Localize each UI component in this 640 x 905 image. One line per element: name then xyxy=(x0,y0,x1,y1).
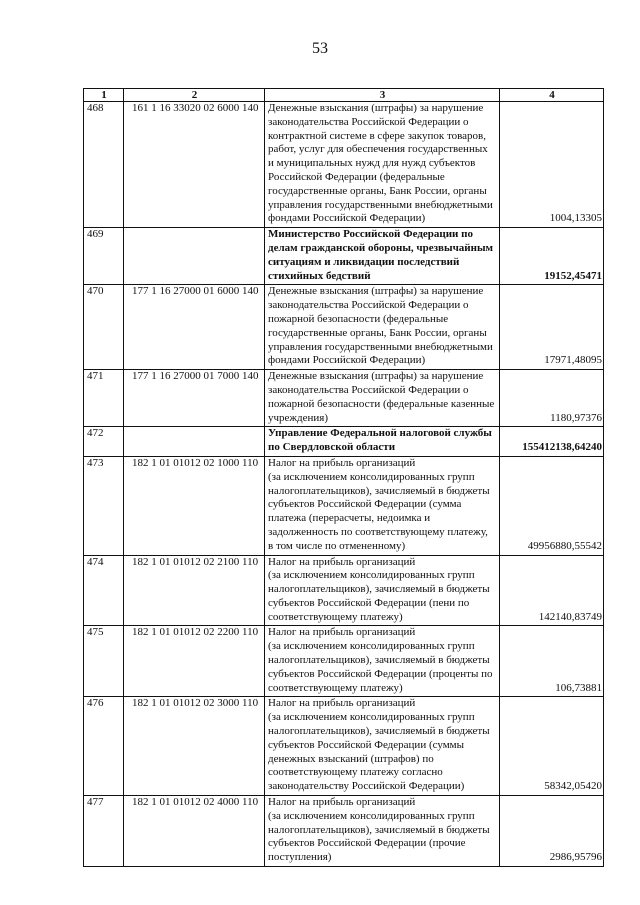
revenue-name-line: стихийных бедствий xyxy=(268,269,371,282)
revenue-name-line: контрактной системе в сфере закупок товаров, xyxy=(268,129,486,142)
revenue-name-line: Денежные взыскания (штрафы) за нарушение xyxy=(268,102,484,114)
revenue-name-line: налогоплательщиков), зачисляемый в бюджеты xyxy=(268,583,490,596)
revenue-name-line: субъектов Российской Федерации (пени по xyxy=(268,596,470,609)
table-header xyxy=(84,89,604,102)
budget-code: 182 1 01 01012 02 1000 110 xyxy=(124,456,265,555)
revenue-name-line: (за исключением консолидированных групп xyxy=(268,809,475,822)
header-col-3: 3 xyxy=(265,89,500,102)
amount: 58342,05420 xyxy=(500,697,604,796)
revenue-name-line: Налог на прибыль организаций xyxy=(268,456,416,469)
row-number: 475 xyxy=(84,626,124,697)
revenue-name-line: Денежные взыскания (штрафы) за нарушение xyxy=(268,370,484,383)
budget-code: 182 1 01 01012 02 3000 110 xyxy=(124,697,265,796)
revenue-name-line: фондами Российской Федерации) xyxy=(268,212,426,225)
revenue-name-line: управления государственными внебюджетными xyxy=(268,340,493,353)
revenue-name-line: задолженность по соответствующему платежу, xyxy=(268,525,488,538)
table-row xyxy=(84,626,604,697)
revenue-name-line: ситуациям и ликвидации последствий xyxy=(268,255,460,268)
row-number: 469 xyxy=(84,228,124,285)
revenue-name-line: налогоплательщиков), зачисляемый в бюджеты xyxy=(268,484,490,497)
page-number: 53 xyxy=(312,40,328,57)
revenue-name-line: пожарной безопасности (федеральные казенные xyxy=(268,397,495,410)
row-number: 476 xyxy=(84,697,124,796)
revenue-name xyxy=(265,456,500,555)
revenue-name-line: государственные органы, Банк России, органы xyxy=(268,184,487,197)
revenue-name-line: поступления) xyxy=(268,851,332,864)
row-number: 473 xyxy=(84,456,124,555)
budget-code: 182 1 01 01012 02 4000 110 xyxy=(124,796,265,867)
revenue-name xyxy=(265,796,500,867)
revenue-name-line: (за исключением консолидированных групп xyxy=(268,711,475,724)
revenue-name xyxy=(265,102,500,228)
amount: 19152,45471 xyxy=(500,228,604,285)
revenue-name-line: законодательству Российской Федерации) xyxy=(268,780,465,793)
revenue-name-line: Российской Федерации (федеральные xyxy=(268,170,445,183)
revenue-name-line: законодательства Российской Федерации о xyxy=(268,299,469,312)
header-col-1: 1 xyxy=(84,89,124,102)
revenue-name-line: соответствующему платежу) xyxy=(268,610,403,623)
amount: 17971,48095 xyxy=(500,285,604,370)
revenue-name xyxy=(265,370,500,427)
budget-code: 182 1 01 01012 02 2100 110 xyxy=(124,555,265,626)
row-number: 470 xyxy=(84,285,124,370)
row-number: 474 xyxy=(84,555,124,626)
revenue-name-line: и муниципальных нужд для нужд субъектов xyxy=(268,157,476,170)
revenue-name-line: в том числе по отмененному) xyxy=(268,539,406,552)
revenue-name-line: Налог на прибыль организаций xyxy=(268,697,416,710)
revenue-name-line: делам гражданской обороны, чрезвычайным xyxy=(268,241,494,254)
revenue-name-line: денежных взысканий (штрафов) по xyxy=(268,752,434,765)
revenue-name-line: субъектов Российской Федерации (прочие xyxy=(268,837,466,850)
header-col-2: 2 xyxy=(124,89,265,102)
revenue-name xyxy=(265,555,500,626)
revenue-name-line: налогоплательщиков), зачисляемый в бюджеты xyxy=(268,823,490,836)
table-row xyxy=(84,285,604,370)
revenue-name-line: (за исключением консолидированных групп xyxy=(268,470,475,483)
budget-code: 161 1 16 33020 02 6000 140 xyxy=(124,102,265,228)
revenue-name-line: управления государственными внебюджетными xyxy=(268,198,493,211)
revenue-name-line: Министерство Российской Федерации по xyxy=(268,228,473,241)
revenue-name-line: Денежные взыскания (штрафы) за нарушение xyxy=(268,285,484,298)
row-number: 471 xyxy=(84,370,124,427)
revenue-name-line: Налог на прибыль организаций xyxy=(268,626,416,639)
table-row xyxy=(84,697,604,796)
table-row xyxy=(84,370,604,427)
table-row xyxy=(84,796,604,867)
row-number: 472 xyxy=(84,427,124,457)
revenue-name-line: законодательства Российской Федерации о xyxy=(268,383,469,396)
amount: 106,73881 xyxy=(500,626,604,697)
revenue-name-line: субъектов Российской Федерации (сумма xyxy=(268,498,462,511)
revenue-name-line: работ, услуг для обеспечения государственных xyxy=(268,143,488,156)
budget-table xyxy=(83,88,604,867)
revenue-name xyxy=(265,427,500,457)
revenue-name-line: по Свердловской области xyxy=(268,441,396,454)
revenue-name-line: Налог на прибыль организаций xyxy=(268,555,416,568)
revenue-name-line: соответствующему платежу согласно xyxy=(268,766,443,779)
revenue-name-line: учреждения) xyxy=(268,411,328,424)
table-body xyxy=(84,102,604,867)
revenue-name-line: налогоплательщиков), зачисляемый в бюджеты xyxy=(268,654,490,667)
table-row xyxy=(84,102,604,228)
table-row xyxy=(84,456,604,555)
row-number: 468 xyxy=(84,102,124,228)
revenue-name-line: налогоплательщиков), зачисляемый в бюджеты xyxy=(268,725,490,738)
revenue-name-line: (за исключением консолидированных групп xyxy=(268,569,475,582)
revenue-name-line: Налог на прибыль организаций xyxy=(268,796,416,809)
revenue-name-line: пожарной безопасности (федеральные xyxy=(268,312,449,325)
row-number: 477 xyxy=(84,796,124,867)
revenue-name-line: законодательства Российской Федерации о xyxy=(268,115,469,128)
revenue-name-line: (за исключением консолидированных групп xyxy=(268,640,475,653)
table-row xyxy=(84,228,604,285)
amount: 142140,83749 xyxy=(500,555,604,626)
amount: 2986,95796 xyxy=(500,796,604,867)
revenue-name-line: платежа (перерасчеты, недоимка и xyxy=(268,512,431,525)
revenue-name-line: фондами Российской Федерации) xyxy=(268,354,426,367)
revenue-name xyxy=(265,285,500,370)
budget-code xyxy=(124,228,265,285)
revenue-name-line: Управление Федеральной налоговой службы xyxy=(268,427,492,440)
revenue-name xyxy=(265,626,500,697)
header-col-4: 4 xyxy=(500,89,604,102)
amount: 155412138,64240 xyxy=(500,427,604,457)
revenue-name-line: соответствующему платежу) xyxy=(268,681,403,694)
budget-code: 177 1 16 27000 01 6000 140 xyxy=(124,285,265,370)
revenue-name xyxy=(265,228,500,285)
header-row xyxy=(84,89,604,102)
amount: 1004,13305 xyxy=(500,102,604,228)
table-row xyxy=(84,427,604,457)
budget-code: 177 1 16 27000 01 7000 140 xyxy=(124,370,265,427)
revenue-name-line: субъектов Российской Федерации (проценты по xyxy=(268,667,493,680)
table-row xyxy=(84,555,604,626)
revenue-name-line: субъектов Российской Федерации (суммы xyxy=(268,738,465,751)
amount: 1180,97376 xyxy=(500,370,604,427)
budget-code: 182 1 01 01012 02 2200 110 xyxy=(124,626,265,697)
budget-code xyxy=(124,427,265,457)
amount: 49956880,55542 xyxy=(500,456,604,555)
revenue-name xyxy=(265,697,500,796)
revenue-name-line: государственные органы, Банк России, органы xyxy=(268,326,487,339)
